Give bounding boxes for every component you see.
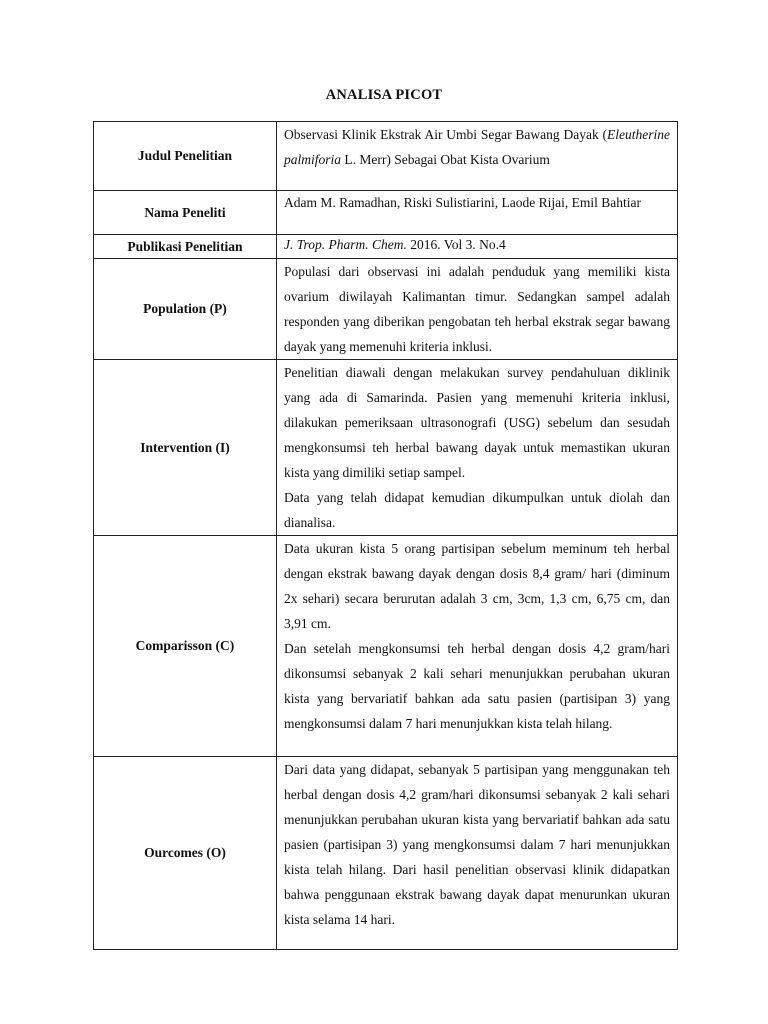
judul-value	[277, 122, 678, 191]
judul-text-before: Observasi Klinik Ekstrak Air Umbi Segar Bawang Dayak (	[284, 127, 608, 142]
judul-text-after: L. Merr) Sebagai Obat Kista Ovarium	[341, 152, 550, 167]
page-title: ANALISA PICOT	[325, 87, 443, 103]
publikasi-journal: J. Trop. Pharm. Chem.	[284, 237, 407, 252]
table-row-judul	[94, 122, 678, 191]
table-row-population	[94, 259, 678, 360]
table-row-intervention	[94, 360, 678, 536]
table-row-outcomes	[94, 757, 678, 950]
picot-table	[93, 121, 678, 950]
publikasi-label: Publikasi Penelitian	[94, 235, 277, 259]
intervention-paragraph-2: Data yang telah didapat kemudian dikumpulkan untuk diolah dan dianalisa.	[284, 490, 670, 530]
nama-label: Nama Peneliti	[94, 191, 277, 235]
comparison-paragraph-1: Data ukuran kista 5 orang partisipan sebelum meminum teh herbal dengan ekstrak bawang dayak dengan dosis 8,4 gram/ hari (diminum 2x sehari) secara berurutan adalah 3 cm, 3cm, 1,3 cm, 6,75 cm, dan 3,91 cm.	[284, 541, 670, 631]
judul-label: Judul Penelitian	[94, 122, 277, 191]
outcomes-label: Ourcomes (O)	[94, 757, 277, 950]
publikasi-details: 2016. Vol 3. No.4	[406, 237, 506, 252]
table-row-nama	[94, 191, 678, 235]
publikasi-value	[277, 235, 678, 259]
comparison-label: Comparisson (C)	[94, 536, 277, 757]
table-row-comparison	[94, 536, 678, 757]
judul-species-name: Eleutherine palmiforia	[284, 127, 670, 167]
intervention-label: Intervention (I)	[94, 360, 277, 536]
nama-value: Adam M. Ramadhan, Riski Sulistiarini, Laode Rijai, Emil Bahtiar	[277, 191, 678, 235]
comparison-value	[277, 536, 678, 757]
population-value: Populasi dari observasi ini adalah penduduk yang memiliki kista ovarium diwilayah Kalimantan timur. Sedangkan sampel adalah responden yang diberikan pengobatan teh herbal ekstrak segar bawang dayak yang memenuhi kriteria inklusi.	[277, 259, 678, 360]
outcomes-value: Dari data yang didapat, sebanyak 5 partisipan yang menggunakan teh herbal dengan dosis 4,2 gram/hari dikonsumsi sebanyak 2 kali sehari menunjukkan perubahan ukuran kista yang bervariatif bahkan ada satu pasien (partisipan 3) yang mengkonsumsi dalam 7 hari menunjukkan kista telah hilang. Dari hasil penelitian observasi klinik didapatkan bahwa penggunaan ekstrak bawang dayak dapat menurunkan ukuran kista selama 14 hari.	[277, 757, 678, 950]
table-row-publikasi	[94, 235, 678, 259]
intervention-paragraph-1: Penelitian diawali dengan melakukan survey pendahuluan diklinik yang ada di Samarinda. Pasien yang memenuhi kriteria inklusi, dilakukan pemeriksaan ultrasonografi (USG) sebelum dan sesudah mengkonsumsi teh herbal bawang dayak untuk memastikan ukuran kista yang dimiliki setiap sampel.	[284, 365, 670, 480]
comparison-paragraph-2: Dan setelah mengkonsumsi teh herbal dengan dosis 4,2 gram/hari dikonsumsi sebanyak 2 kali sehari menunjukkan perubahan ukuran kista yang bervariatif bahkan ada satu pasien (partisipan 3) yang mengkonsumsi dalam 7 hari menunjukkan kista telah hilang.	[284, 641, 670, 731]
intervention-value	[277, 360, 678, 536]
population-label: Population (P)	[94, 259, 277, 360]
